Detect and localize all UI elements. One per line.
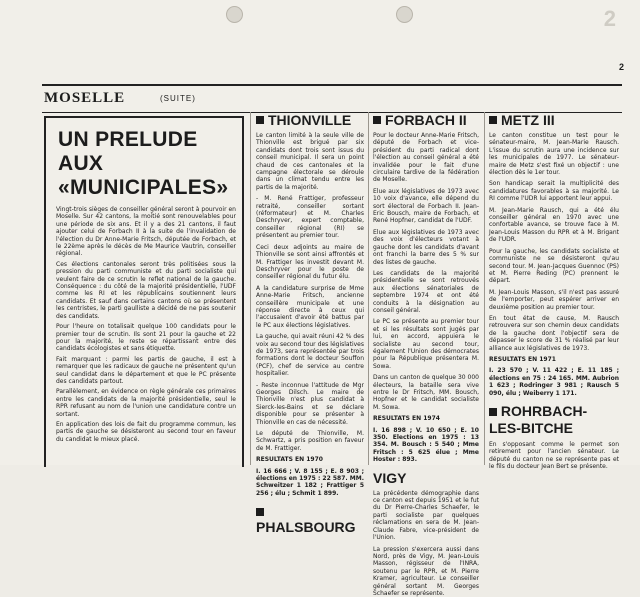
next-article-title-line: ROHRBACH- (501, 403, 587, 419)
next-article-heading (256, 503, 364, 535)
page-number: 2 (619, 62, 624, 72)
binder-hole (396, 6, 413, 23)
article-paragraph: Les candidats de la majorité présidentielle se sont retrouvés aux élections sénatoriales de septembre 1974 et ont été conduits à la désignation au conseil général. (373, 270, 479, 314)
lead-paragraph: Vingt-trois sièges de conseiller général seront à pourvoir en Moselle. Sur 42 cantons, la moitié sont renouvelables pour une période de six ans. Et il y a des 21 cantons, il faut ajouter celui de Forbach II à la suite de l'invalidation de l'élection du Dr Anne-Marie Fritsch, députée de Forbach, et le 22ème après le décès de Me Maurice Vautrin, conseiller régional. (56, 206, 236, 258)
column-rule (250, 112, 251, 465)
next-article-heading (373, 470, 479, 486)
lead-body (56, 206, 236, 446)
article-paragraph: Elue aux législatives de 1973 avec 10 voix d'avance, elle dépend du sort électoral de Forbach II. Jean-Eric Bousch, maire de Forbach, et René Hopfner, candidat de l'UDF. (373, 188, 479, 225)
section-title: MOSELLE (44, 90, 125, 107)
article-paragraph: Le PC se présente au premier tour et si les résultats sont jugés par lui, en accord, appuiera le socialiste au second tour, également l'Union des démocrates pour la République présentera M. Sowa. (373, 318, 479, 370)
next-article-title: PHALSBOURG (256, 519, 356, 535)
article-paragraph: La précédente démographie dans ce canton est depuis 1951 et le fut du Dr Pierre-Charles Schaefer, le parti socialiste par quelques réclamations en sera de M. Jean-Claude Fabre, vice-président de l'Union. (373, 490, 479, 542)
binder-holes (0, 6, 640, 30)
corner-page-mark: 2 (604, 6, 616, 32)
lead-article (44, 116, 244, 467)
column-rule (484, 112, 485, 465)
lead-headline (58, 128, 228, 200)
column-metz (489, 112, 619, 465)
bullet-square-icon (256, 116, 264, 124)
next-article-heading (489, 403, 619, 437)
results-figures: I. 23 570 ; V. 11 422 ; E. 11 185 ; élections en 75 : 24 165. MM. Aubrion 1 623 ; Rodringer 3 981 ; Rausch 5 090, élu ; Weiberry 1 171. (489, 367, 619, 397)
article-paragraph: En s'opposant comme le permet son retirement pour l'ancien sénateur. Le député du canton ne se représente pas et le fils du docteur Jean Bert se présente. (489, 441, 619, 471)
results-heading: RESULTATS EN 1971 (489, 356, 619, 363)
section-header (42, 84, 622, 113)
next-article-title: VIGY (373, 470, 406, 486)
article-paragraph: Elue aux législatives de 1973 avec des voix d'électeurs votant à gauche dont les candidats d'avant ont franchi la barre des 5 % sur des listes de gauche. (373, 229, 479, 266)
column-rule (368, 112, 369, 465)
article-paragraph: M. Jean-Louis Masson, s'il n'est pas assuré de l'emporter, peut espérer arriver en deuxième position au premier tour. (489, 289, 619, 311)
results-figures: I. 16 898 ; V. 10 650 ; E. 10 350. Elections en 1975 : 13 354. M. Bousch : 5 540 ; Mme Fritsch : 5 625 élue ; Mme Hoster : 893. (373, 427, 479, 464)
bullet-square-icon (373, 116, 381, 124)
results-heading: RESULTATS EN 1974 (373, 415, 479, 422)
lead-paragraph: Fait marquant : parmi les partis de gauche, il est à remarquer que les radicaux de gauche ne présentent qu'un seul candidat dans le département et que le PC présente des candidats partout. (56, 356, 236, 386)
article-paragraph: - Reste inconnue l'attitude de Mgr Georges Dilsch. Le maire de Thionville n'est plus candidat à Sierck-les-Bains et se déclare disponible pour se présenter à Thionville en cas de nécessité. (256, 382, 364, 426)
lead-paragraph: En application des lois de fait du programme commun, les partis de gauche se désisteront au second tour en faveur du candidat le mieux placé. (56, 421, 236, 443)
section-suffix: (SUITE) (160, 94, 196, 103)
column-heading-text: METZ III (501, 112, 555, 128)
article-paragraph: - M. René Frattiger, professeur retraité, conseiller sortant (réformateur) et M. Charles Deschryver, expert comptable, conseiller régional (RI) se présentent au premier tour. (256, 195, 364, 239)
column-heading (373, 112, 479, 128)
article-paragraph: Ceci deux adjoints au maire de Thionville se sont ainsi affrontés et M. Frattiger les investit devant M. Deschryver pour le poste de conseiller régional du futur élu. (256, 244, 364, 281)
article-paragraph: Le député de Thionville, M. Schwartz, a pris position en faveur de M. Frattiger. (256, 430, 364, 452)
article-paragraph: Le canton constitue un test pour le sénateur-maire, M. Jean-Marie Rausch. L'issue du scrutin aura une incidence sur les municipales de 1977. Le sénateur-maire de Metz s'est fixé un objectif : une élection dès le 1er tour. (489, 132, 619, 176)
bullet-square-icon (256, 508, 264, 516)
article-paragraph: Dans un canton de quelque 30 000 électeurs, la bataille sera vive entre le Dr Fritsch, MM. Bousch, Hopfner et le candidat socialiste M. Sowa. (373, 374, 479, 411)
column-thionville (256, 112, 364, 465)
bullet-square-icon (489, 116, 497, 124)
article-paragraph: A la candidature surprise de Mme Anne-Marie Fritsch, ancienne conseillère municipale et une réponse directe à ceux qui l'accusaient d'avoir été battus par le PC aux élections législatives. (256, 285, 364, 329)
next-article-title-line: LES-BITCHE (489, 420, 573, 436)
article-paragraph: Pour la gauche, les candidats socialiste et communiste ne se désisteront qu'au second tour. M. Jean-Jacques Guennoc (PS) et M. Pierre Reding (PC) prennent le départ. (489, 248, 619, 285)
bullet-square-icon (489, 408, 497, 416)
article-paragraph: En tout état de cause, M. Rausch retrouvera sur son chemin deux candidats de la gauche dont l'objectif sera de dépasser le score de 31 % réalisé par leur alliance aux législatives de 1973. (489, 315, 619, 352)
column-forbach (373, 112, 479, 465)
column-heading (256, 112, 364, 128)
column-heading-text: THIONVILLE (268, 112, 351, 128)
headline-line: AUX (58, 152, 228, 176)
column-heading (489, 112, 619, 128)
article-paragraph: M. Jean-Marie Rausch, qui a été élu conseiller général en 1970 avec une confortable avance, se trouve face à M. Jean-Louis Masson du RPR et à M. Brigant de l'UDR. (489, 207, 619, 244)
binder-hole (226, 6, 243, 23)
article-paragraph: Pour le docteur Anne-Marie Fritsch, député de Forbach et vice-président du parti radical dont l'élection au conseil général a été invalidée pour le fait d'une circulaire tardive de la fédération de Moselle. (373, 132, 479, 184)
lead-paragraph: Parallèlement, en évidence on règle générale ces primaires entre les candidats de la majorité présidentielle, seul le RPR refusant au nom de l'union une candidature contre un sortant. (56, 388, 236, 418)
results-figures: I. 16 666 ; V. 8 155 ; E. 8 903 ; élections en 1975 : 22 587. MM. Schweitzer 1 182 ; Frattiger 5 256 ; élu ; Schmit 1 899. (256, 468, 364, 498)
headline-line: UN PRELUDE (58, 128, 228, 152)
article-paragraph: La pression s'exercera aussi dans Nord, près de Vigy, M. Jean-Louis Masson, régisseur de l'INRA, soutenu par le RPR, et M. Pierre Kramer, agriculteur. Le conseiller général sortant M. Georges Schaefer se représente. (373, 546, 479, 597)
article-paragraph: Son handicap serait la multiplicité des candidatures favorables à sa majorité. Le RI comme l'UDR lui apportent leur appui. (489, 180, 619, 202)
article-paragraph: La gauche, qui avait réuni 42 % des voix au second tour des législatives de 1973, sera représentée par trois formations dont le docteur Souffon (PCF), chef de service au centre hospitalier. (256, 333, 364, 377)
lead-paragraph: Ces élections cantonales seront très politisées sous la pression du parti communiste et du parti socialiste qui veulent faire de ce scrutin le reflet national de la gauche. Conséquence : du côté de la majorité présidentielle, l'UDF comme les RI et les républicains soutiennent leurs candidats. Et sauf dans certains cantons où se présentent les centristes, le parti gaulliste a décidé de ne pas soutenir des candidats. (56, 261, 236, 320)
results-heading: RESULTATS EN 1970 (256, 456, 364, 463)
column-heading-text: FORBACH II (385, 112, 467, 128)
article-paragraph: Le canton limité à la seule ville de Thionville est brigué par six candidats dont trois sont issus du conseil municipal. Il sera un point chaud de ces cantonales et la campagne électorale se déroule dans un climat tendu entre les partis de la majorité. (256, 132, 364, 191)
headline-line: «MUNICIPALES» (58, 176, 228, 200)
lead-paragraph: Pour l'heure on totalisait quelque 100 candidats pour le premier tour de scrutin. Ils sont 21 pour la gauche et 22 pour la majorité, le reste se répartissant entre des candidats écologistes et sans étiquette. (56, 323, 236, 353)
